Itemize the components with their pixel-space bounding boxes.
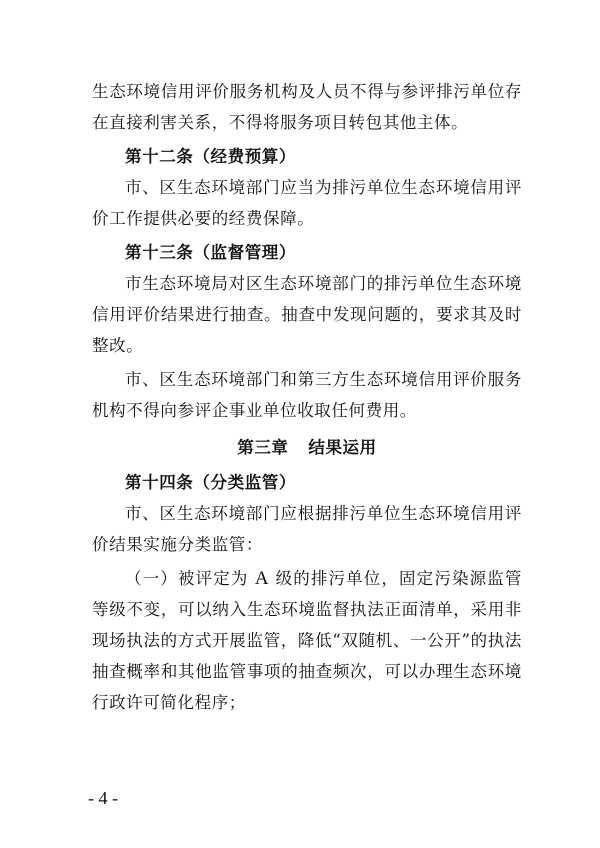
chapter-number: 第三章 — [237, 438, 289, 457]
chapter-3-heading — [92, 432, 522, 463]
page-body — [92, 76, 522, 718]
chapter-title: 结果运用 — [308, 438, 377, 457]
grade-label: A — [254, 568, 270, 589]
paragraph-classified-supervision: 市、区生态环境部门应根据排污单位生态环境信用评价结果实施分类监管： — [92, 504, 522, 554]
article-13-heading: 第十三条（监督管理） — [125, 243, 296, 262]
paragraph-spot-check: 市生态环境局对区生态环境部门的排污单位生态环境信用评价结果进行抽查。抽查中发现问题的，要求其及时整改。 — [92, 274, 522, 355]
item-body: 级的排污单位，固定污染源监管等级不变，可以纳入生态环境监督执法正面清单，采用非现场执法的方式开展监管，降低“双随机、一公开”的执法抽查概率和其他监管事项的抽查频次，可以办理生态环境行政许可简化程序； — [92, 569, 522, 712]
article-14-heading: 第十四条（分类监管） — [125, 473, 296, 492]
item-prefix: （一）被评定为 — [125, 569, 249, 588]
article-12-heading: 第十二条（经费预算） — [125, 147, 296, 166]
paragraph-budget: 市、区生态环境部门应当为排污单位生态环境信用评价工作提供必要的经费保障。 — [92, 178, 522, 228]
page-number: - 4 - — [88, 788, 118, 808]
paragraph-grade-a-item — [92, 563, 522, 718]
paragraph-no-fees: 市、区生态环境部门和第三方生态环境信用评价服务机构不得向参评企事业单位收取任何费用。 — [92, 370, 522, 420]
paragraph-service-agency-independence: 生态环境信用评价服务机构及人员不得与参评排污单位存在直接利害关系，不得将服务项目转包其他主体。 — [92, 82, 522, 132]
